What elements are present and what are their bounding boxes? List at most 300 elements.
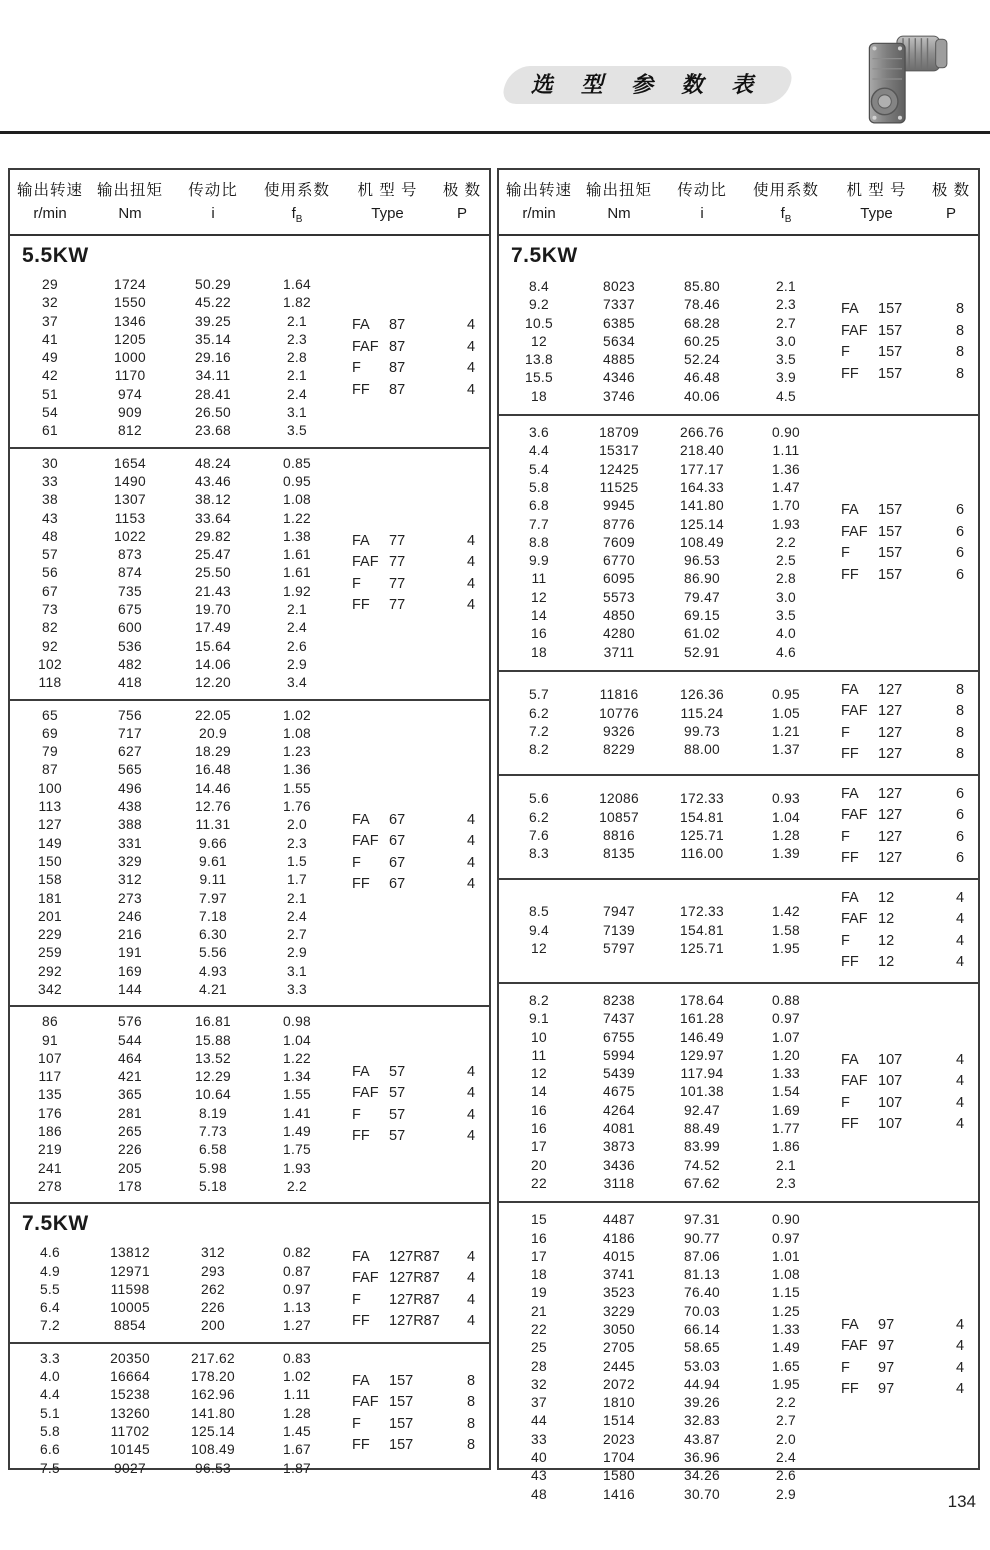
type-size: 157: [389, 1437, 414, 1454]
type-size: 67: [389, 854, 406, 871]
cell-output-torque: 5797: [603, 941, 635, 957]
pole-count: 8: [466, 1437, 476, 1454]
type-label: [827, 522, 940, 544]
cell-ratio: 53.03: [683, 1358, 721, 1374]
pole-count: 4: [955, 911, 965, 928]
cell-ratio: 30.70: [683, 1486, 721, 1502]
table-row: [499, 1157, 827, 1175]
cell-output-torque: 873: [118, 547, 142, 563]
cell-output-speed: 13.8: [524, 352, 554, 368]
table-row: [499, 497, 827, 515]
table-row: [499, 741, 827, 759]
cell-output-speed: 3.3: [39, 1350, 61, 1366]
cell-service-factor: 2.7: [775, 1413, 797, 1429]
data-block: [499, 774, 978, 878]
cell-service-factor: 1.11: [772, 443, 800, 459]
type-size: 87: [389, 381, 406, 398]
cell-output-speed: 9.1: [528, 1011, 550, 1027]
type-column: [338, 810, 491, 896]
cell-ratio: 39.26: [683, 1395, 721, 1411]
cell-output-torque: 8023: [603, 279, 635, 294]
cell-ratio: 162.96: [191, 1387, 235, 1403]
type-prefix: FF: [841, 1381, 859, 1398]
cell-output-torque: 5634: [603, 333, 635, 349]
cell-ratio: 14.06: [194, 656, 232, 672]
cell-service-factor: 1.22: [282, 510, 312, 526]
header-cell-en: i: [211, 205, 215, 222]
type-row: [827, 1315, 980, 1337]
cell-ratio: 22.05: [194, 707, 232, 723]
type-size: 157: [878, 545, 903, 561]
cell-service-factor: 1.22: [282, 1050, 312, 1066]
table-row: [499, 516, 827, 534]
type-column: [338, 531, 491, 617]
cell-output-torque: 1704: [603, 1450, 635, 1466]
cell-output-speed: 7.7: [528, 516, 550, 532]
pole-count: 8: [955, 681, 965, 698]
data-rows: [10, 276, 338, 441]
table-row: [499, 424, 827, 442]
cell-service-factor: 2.5: [775, 553, 797, 569]
cell-output-speed: 278: [38, 1178, 62, 1194]
header-cell-en: r/min: [33, 205, 67, 222]
page-title: 选 型 参 数 表: [530, 72, 765, 97]
type-label: [827, 931, 940, 953]
cell-service-factor: 1.92: [282, 583, 312, 599]
type-size: 97: [878, 1316, 895, 1333]
cell-output-torque: 365: [118, 1087, 142, 1103]
cell-ratio: 99.73: [683, 723, 721, 739]
cell-output-speed: 17: [531, 1139, 547, 1155]
cell-ratio: 16.81: [194, 1014, 232, 1030]
header-row-en: [499, 205, 978, 225]
cell-service-factor: 4.0: [775, 626, 797, 642]
cell-output-torque: 178: [118, 1178, 142, 1194]
cell-service-factor: 0.93: [771, 791, 801, 807]
cell-output-torque: 1170: [114, 368, 146, 384]
type-label: [827, 848, 940, 870]
cell-service-factor: 2.7: [775, 315, 797, 331]
type-row: [338, 831, 491, 853]
cell-service-factor: 3.9: [775, 370, 797, 386]
cell-service-factor: 1.87: [282, 1460, 312, 1476]
table-row: [10, 1317, 338, 1335]
pole-count: 4: [955, 889, 965, 906]
cell-service-factor: 0.90: [771, 1212, 801, 1228]
type-size: 127: [878, 807, 903, 824]
table-row: [499, 552, 827, 570]
data-block: [499, 1201, 978, 1512]
data-rows: [499, 686, 827, 759]
cell-output-speed: 4.4: [528, 443, 550, 459]
cell-output-torque: 12086: [599, 791, 639, 807]
type-row: [827, 1379, 980, 1401]
pole-count: 4: [466, 1063, 476, 1080]
cell-output-speed: 107: [38, 1050, 62, 1066]
cell-ratio: 25.47: [194, 547, 232, 563]
cell-ratio: 60.25: [683, 333, 721, 349]
type-size: 127: [878, 785, 903, 802]
type-row: [338, 380, 491, 402]
cell-output-torque: 756: [118, 707, 142, 723]
header-cell-cn: 极 数: [442, 182, 482, 199]
cell-ratio: 117.94: [680, 1066, 724, 1082]
cell-ratio: 29.82: [194, 528, 232, 544]
cell-output-speed: 6.8: [528, 498, 550, 514]
table-row: [499, 1083, 827, 1101]
data-rows: [499, 424, 827, 662]
cell-ratio: 200: [201, 1318, 225, 1334]
cell-output-speed: 54: [42, 405, 58, 421]
cell-output-speed: 61: [42, 423, 58, 439]
cell-output-torque: 12971: [110, 1263, 150, 1279]
pole-count: 6: [955, 785, 965, 802]
cell-service-factor: 0.97: [282, 1281, 312, 1297]
cell-output-speed: 92: [42, 638, 58, 654]
cell-ratio: 5.98: [198, 1160, 228, 1176]
type-column: [827, 500, 980, 586]
table-row: [10, 455, 338, 473]
type-row: [338, 1247, 491, 1269]
cell-ratio: 58.65: [683, 1340, 721, 1356]
header-cell-en: Nm: [607, 205, 631, 222]
type-size: 57: [389, 1106, 406, 1123]
type-row: [338, 1414, 491, 1436]
cell-output-speed: 10.5: [524, 315, 554, 331]
table-row: [10, 1013, 338, 1031]
cell-output-speed: 117: [38, 1069, 62, 1085]
cell-output-speed: 14: [531, 1084, 547, 1100]
type-row: [827, 500, 980, 522]
cell-output-torque: 3741: [603, 1267, 635, 1283]
cell-output-speed: 22: [531, 1175, 547, 1191]
cell-ratio: 218.40: [680, 443, 724, 459]
table-row: [10, 816, 338, 834]
cell-service-factor: 1.11: [283, 1387, 311, 1403]
cell-output-speed: 342: [38, 981, 62, 997]
gear-motor-image: [850, 28, 952, 130]
cell-ratio: 28.41: [194, 386, 232, 402]
type-prefix: FAF: [841, 1338, 868, 1355]
table-row: [10, 510, 338, 528]
table-header: [10, 170, 489, 236]
cell-service-factor: 1.76: [282, 799, 312, 815]
cell-output-speed: 9.2: [528, 297, 550, 313]
type-label: [338, 595, 451, 617]
table-row: [10, 1178, 338, 1196]
cell-ratio: 43.87: [683, 1431, 721, 1447]
type-label: [338, 1062, 451, 1084]
cell-output-torque: 331: [118, 835, 142, 851]
cell-ratio: 12.20: [194, 675, 232, 691]
type-size: 87: [389, 360, 406, 377]
header-divider-rule: [0, 131, 990, 134]
cell-ratio: 79.47: [683, 589, 721, 605]
table-row: [499, 388, 827, 406]
cell-service-factor: 4.6: [775, 644, 797, 660]
cell-output-speed: 16: [531, 1121, 547, 1137]
cell-service-factor: 1.47: [771, 479, 801, 495]
cell-service-factor: 1.95: [771, 1376, 801, 1392]
table-row: [499, 315, 827, 333]
data-block: [499, 982, 978, 1201]
type-row: [827, 1336, 980, 1358]
table-row: [499, 1376, 827, 1394]
table-row: [10, 1160, 338, 1178]
cell-output-speed: 181: [38, 890, 62, 906]
type-row: [827, 522, 980, 544]
type-column: [338, 315, 491, 401]
type-prefix: F: [841, 344, 850, 361]
type-prefix: FAF: [841, 911, 868, 928]
table-row: [499, 570, 827, 588]
table-row: [10, 1460, 338, 1478]
table-row: [10, 1141, 338, 1159]
type-label: [338, 853, 451, 875]
cell-service-factor: 2.9: [286, 945, 308, 961]
cell-output-speed: 5.7: [528, 687, 550, 703]
table-row: [10, 546, 338, 564]
header-cell-en: P: [456, 205, 467, 222]
type-size: 77: [389, 554, 406, 571]
type-label: [338, 1435, 451, 1457]
data-block: [499, 878, 978, 982]
type-row: [338, 1268, 491, 1290]
cell-ratio: 19.70: [194, 602, 232, 618]
header-cell-en: Nm: [118, 205, 142, 222]
type-label: [827, 1336, 940, 1358]
cell-output-torque: 11598: [110, 1281, 150, 1297]
type-row: [827, 342, 980, 364]
cell-output-speed: 12: [531, 589, 547, 605]
cell-service-factor: 3.5: [286, 423, 308, 439]
table-row: [10, 276, 338, 294]
type-size: 127: [878, 703, 903, 720]
header-cell-en: $f_B$: [780, 205, 792, 225]
cell-service-factor: 1.55: [282, 1087, 312, 1103]
cell-output-torque: 7437: [603, 1011, 635, 1027]
table-row: [499, 1284, 827, 1302]
cell-output-speed: 65: [42, 707, 58, 723]
cell-ratio: 266.76: [680, 425, 724, 441]
type-prefix: F: [352, 1291, 361, 1308]
pole-count: 4: [466, 554, 476, 571]
cell-output-speed: 5.6: [528, 791, 550, 807]
table-row: [499, 1467, 827, 1485]
table-row: [499, 333, 827, 351]
cell-output-speed: 127: [38, 817, 62, 833]
cell-output-speed: 229: [38, 927, 62, 943]
pole-count: 8: [466, 1372, 476, 1389]
cell-output-speed: 5.8: [39, 1423, 61, 1439]
cell-ratio: 96.53: [194, 1460, 232, 1476]
table-row: [10, 528, 338, 546]
pole-count: 8: [955, 703, 965, 720]
cell-output-torque: 6770: [603, 553, 635, 569]
type-size: 127R87: [389, 1248, 440, 1265]
cell-output-speed: 48: [42, 528, 58, 544]
cell-service-factor: 2.6: [286, 638, 308, 654]
type-prefix: FA: [352, 1248, 370, 1265]
table-row: [499, 845, 827, 863]
table-row: [499, 723, 827, 741]
cell-output-speed: 11: [531, 1047, 547, 1063]
cell-output-torque: 18709: [599, 425, 639, 441]
pole-count: 4: [466, 532, 476, 549]
cell-output-speed: 32: [531, 1376, 547, 1392]
type-row: [827, 909, 980, 931]
table-row: [499, 1248, 827, 1266]
type-prefix: FF: [352, 381, 370, 398]
type-label: [338, 337, 451, 359]
cell-output-torque: 205: [118, 1160, 142, 1176]
cell-ratio: 115.24: [680, 705, 724, 721]
cell-ratio: 52.24: [683, 352, 721, 368]
cell-output-torque: 974: [118, 386, 142, 402]
section-label: 7.5KW: [511, 244, 578, 267]
data-block: [10, 699, 489, 1006]
data-block: [499, 670, 978, 774]
pole-count: 4: [955, 932, 965, 949]
cell-service-factor: 2.2: [286, 1178, 308, 1194]
data-rows: [10, 1244, 338, 1335]
cell-output-torque: 10145: [110, 1442, 150, 1458]
pole-count: 4: [466, 1270, 476, 1287]
table-row: [10, 656, 338, 674]
cell-service-factor: 1.45: [282, 1423, 312, 1439]
pole-count: 6: [955, 828, 965, 845]
type-size: 87: [389, 317, 406, 334]
cell-ratio: 116.00: [680, 846, 724, 862]
cell-output-torque: 464: [118, 1050, 142, 1066]
cell-service-factor: 3.5: [775, 352, 797, 368]
cell-ratio: 8.19: [198, 1105, 228, 1121]
table-row: [499, 1358, 827, 1376]
data-rows: [10, 1013, 338, 1196]
cell-ratio: 161.28: [680, 1011, 724, 1027]
type-label: [827, 784, 940, 806]
table-row: [499, 625, 827, 643]
table-row: [499, 1102, 827, 1120]
type-size: 12: [878, 911, 895, 928]
type-size: 107: [878, 1073, 903, 1090]
cell-output-torque: 246: [118, 908, 142, 924]
cell-output-torque: 544: [118, 1032, 142, 1048]
cell-ratio: 12.76: [194, 799, 232, 815]
cell-output-torque: 6095: [603, 571, 635, 587]
type-prefix: F: [841, 1359, 850, 1376]
cell-service-factor: 2.4: [286, 386, 308, 402]
table-row: [499, 1321, 827, 1339]
cell-ratio: 15.64: [194, 638, 232, 654]
selection-table-left: [8, 168, 491, 1476]
cell-service-factor: 2.3: [775, 1175, 797, 1191]
cell-output-torque: 169: [118, 963, 142, 979]
cell-ratio: 45.22: [194, 295, 232, 311]
cell-ratio: 9.61: [198, 853, 228, 869]
data-rows: [499, 278, 827, 406]
type-size: 77: [389, 532, 406, 549]
table-row: [499, 644, 827, 662]
type-row: [827, 321, 980, 343]
type-row: [827, 680, 980, 702]
cell-service-factor: 1.49: [282, 1124, 312, 1140]
cell-output-torque: 8229: [603, 742, 635, 758]
table-row: [499, 1303, 827, 1321]
table-row: [10, 835, 338, 853]
cell-ratio: 5.18: [198, 1178, 228, 1194]
cell-service-factor: 2.1: [775, 1157, 797, 1173]
page-title-banner: [505, 66, 790, 104]
type-label: [338, 1083, 451, 1105]
cell-service-factor: 1.70: [771, 498, 801, 514]
cell-output-speed: 18: [531, 644, 547, 660]
table-row: [10, 601, 338, 619]
cell-ratio: 70.03: [683, 1303, 721, 1319]
cell-service-factor: 1.08: [282, 725, 312, 741]
table-row: [10, 1441, 338, 1459]
cell-service-factor: 1.61: [282, 547, 312, 563]
type-label: [827, 1050, 940, 1072]
cell-output-speed: 12: [531, 1066, 547, 1082]
cell-output-torque: 5439: [603, 1066, 635, 1082]
table-row: [10, 761, 338, 779]
type-row: [827, 952, 980, 974]
cell-output-speed: 158: [38, 872, 62, 888]
cell-service-factor: 0.95: [282, 473, 312, 489]
cell-output-speed: 30: [42, 455, 58, 471]
type-prefix: FF: [352, 1313, 370, 1330]
cell-output-speed: 20: [531, 1157, 547, 1173]
type-prefix: FA: [352, 317, 370, 334]
cell-output-speed: 7.2: [39, 1318, 61, 1334]
table-row: [499, 790, 827, 808]
cell-output-torque: 16664: [110, 1369, 150, 1385]
cell-ratio: 108.49: [191, 1442, 235, 1458]
table-row: [499, 1138, 827, 1156]
cell-service-factor: 2.1: [286, 313, 308, 329]
type-prefix: F: [352, 360, 361, 377]
type-prefix: FA: [841, 681, 859, 698]
type-row: [827, 888, 980, 910]
cell-output-torque: 1490: [114, 473, 146, 489]
cell-output-torque: 4280: [603, 626, 635, 642]
cell-output-torque: 9326: [603, 723, 635, 739]
pole-count: 4: [466, 597, 476, 614]
cell-output-torque: 7337: [603, 297, 635, 313]
cell-service-factor: 2.3: [286, 331, 308, 347]
cell-service-factor: 1.20: [771, 1047, 801, 1063]
table-row: [10, 1086, 338, 1104]
table-row: [10, 674, 338, 692]
data-rows: [10, 455, 338, 693]
cell-output-torque: 5994: [603, 1047, 635, 1063]
header-cell-cn: 传动比: [188, 182, 238, 199]
cell-service-factor: 2.3: [286, 835, 308, 851]
cell-output-torque: 273: [118, 890, 142, 906]
cell-output-speed: 8.8: [528, 534, 550, 550]
type-row: [338, 874, 491, 896]
cell-service-factor: 0.98: [282, 1014, 312, 1030]
cell-output-torque: 576: [118, 1014, 142, 1030]
header-cell-en: P: [945, 205, 956, 222]
cell-service-factor: 2.9: [775, 1486, 797, 1502]
header-cell-cn: 输出转速: [16, 182, 83, 199]
cell-output-speed: 15: [531, 1212, 547, 1228]
cell-service-factor: 2.9: [286, 656, 308, 672]
table-row: [499, 278, 827, 296]
type-label: [338, 531, 451, 553]
